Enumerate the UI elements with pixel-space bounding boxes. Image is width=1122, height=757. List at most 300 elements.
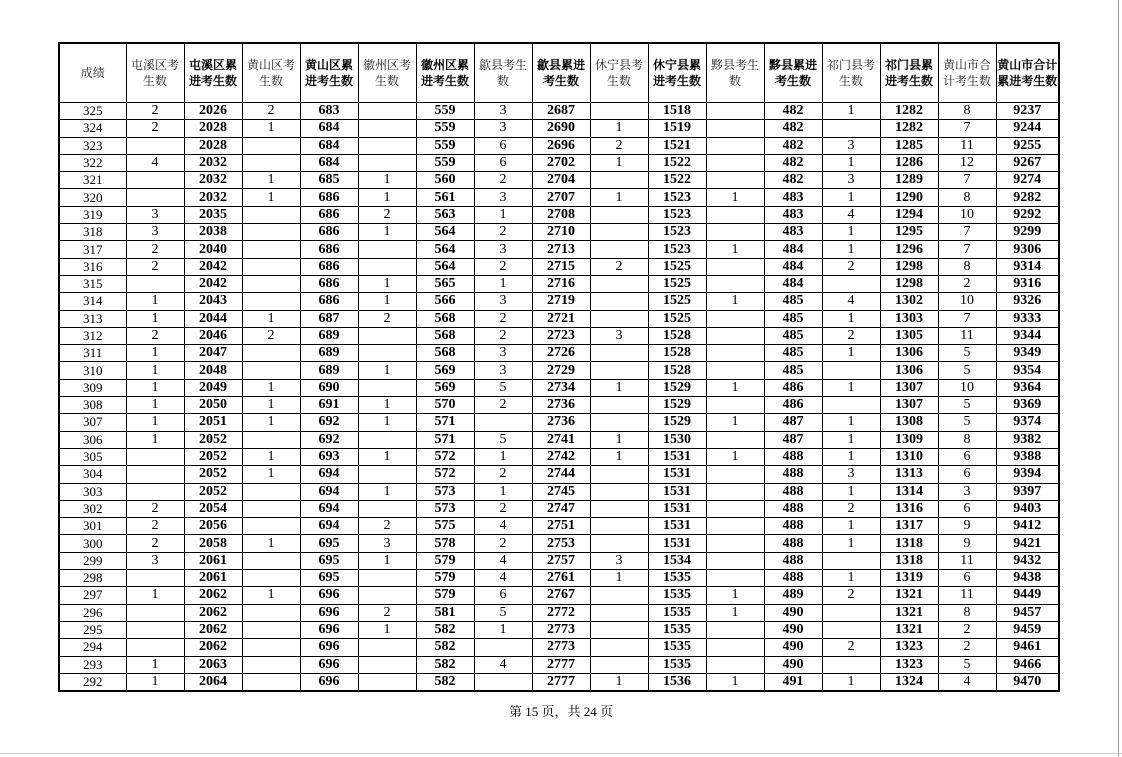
table-cell: 1 xyxy=(822,483,880,500)
table-cell: 2 xyxy=(822,500,880,517)
table-cell xyxy=(242,345,300,362)
table-row xyxy=(59,137,1059,154)
table-cell xyxy=(590,172,648,189)
table-cell: 559 xyxy=(416,137,474,154)
table-cell: 1531 xyxy=(648,448,706,465)
table-cell xyxy=(358,431,416,448)
table-cell: 9397 xyxy=(996,483,1059,500)
table-cell: 3 xyxy=(474,189,532,206)
table-cell: 684 xyxy=(300,137,358,154)
table-cell: 1 xyxy=(590,379,648,396)
table-cell: 485 xyxy=(764,293,822,310)
column-header: 徽州区考生数 xyxy=(358,43,416,103)
table-cell: 1 xyxy=(822,189,880,206)
table-cell: 1318 xyxy=(880,535,938,552)
table-cell: 9292 xyxy=(996,206,1059,223)
table-cell: 686 xyxy=(300,241,358,258)
table-cell: 6 xyxy=(938,448,996,465)
table-cell: 483 xyxy=(764,189,822,206)
table-cell xyxy=(706,639,764,656)
table-cell: 8 xyxy=(938,604,996,621)
table-cell: 2715 xyxy=(532,258,590,275)
table-row xyxy=(59,414,1059,431)
table-row xyxy=(59,673,1059,691)
table-cell: 2777 xyxy=(532,673,590,691)
table-cell: 2753 xyxy=(532,535,590,552)
table-cell xyxy=(590,293,648,310)
table-cell: 4 xyxy=(474,656,532,673)
table-cell: 1 xyxy=(358,397,416,414)
table-cell: 1 xyxy=(822,518,880,535)
table-cell: 1 xyxy=(706,414,764,431)
table-cell xyxy=(126,448,184,465)
table-cell xyxy=(590,535,648,552)
table-cell xyxy=(242,206,300,223)
table-cell: 1302 xyxy=(880,293,938,310)
table-cell: 1 xyxy=(822,103,880,120)
table-cell: 9466 xyxy=(996,656,1059,673)
table-cell: 1531 xyxy=(648,535,706,552)
table-cell: 2742 xyxy=(532,448,590,465)
table-cell xyxy=(126,189,184,206)
table-cell: 695 xyxy=(300,552,358,569)
score-cell: 299 xyxy=(59,552,126,569)
column-header: 黟县累进考生数 xyxy=(764,43,822,103)
table-cell: 485 xyxy=(764,345,822,362)
table-cell xyxy=(242,673,300,691)
table-cell xyxy=(242,604,300,621)
table-cell: 2773 xyxy=(532,621,590,638)
table-cell xyxy=(822,604,880,621)
table-cell: 2 xyxy=(822,587,880,604)
score-cell: 297 xyxy=(59,587,126,604)
table-cell: 2 xyxy=(938,275,996,292)
table-cell xyxy=(706,327,764,344)
score-cell: 320 xyxy=(59,189,126,206)
table-cell: 559 xyxy=(416,103,474,120)
table-cell xyxy=(706,154,764,171)
table-cell: 5 xyxy=(938,397,996,414)
score-cell: 312 xyxy=(59,327,126,344)
table-cell: 489 xyxy=(764,587,822,604)
table-cell: 689 xyxy=(300,345,358,362)
table-cell: 1535 xyxy=(648,570,706,587)
table-cell: 9237 xyxy=(996,103,1059,120)
score-cell: 292 xyxy=(59,673,126,691)
table-cell: 1282 xyxy=(880,120,938,137)
table-cell: 11 xyxy=(938,552,996,569)
table-cell: 2061 xyxy=(184,570,242,587)
table-cell: 9255 xyxy=(996,137,1059,154)
table-cell: 2026 xyxy=(184,103,242,120)
table-cell: 1523 xyxy=(648,241,706,258)
table-cell: 1531 xyxy=(648,518,706,535)
table-cell: 3 xyxy=(474,293,532,310)
table-cell xyxy=(822,552,880,569)
table-cell: 9282 xyxy=(996,189,1059,206)
table-cell: 1 xyxy=(126,673,184,691)
score-cell: 316 xyxy=(59,258,126,275)
table-cell: 1535 xyxy=(648,656,706,673)
table-cell: 2042 xyxy=(184,275,242,292)
table-cell xyxy=(358,639,416,656)
table-cell: 1 xyxy=(126,293,184,310)
table-cell: 1 xyxy=(126,379,184,396)
table-cell: 579 xyxy=(416,552,474,569)
table-cell: 686 xyxy=(300,189,358,206)
table-cell: 2741 xyxy=(532,431,590,448)
table-cell xyxy=(590,397,648,414)
table-cell: 687 xyxy=(300,310,358,327)
table-cell: 1 xyxy=(358,189,416,206)
table-cell: 6 xyxy=(938,570,996,587)
table-cell xyxy=(358,379,416,396)
table-cell: 2773 xyxy=(532,639,590,656)
column-header: 屯溪区累进考生数 xyxy=(184,43,242,103)
table-cell: 5 xyxy=(938,345,996,362)
table-row xyxy=(59,345,1059,362)
table-cell: 689 xyxy=(300,362,358,379)
table-cell: 1528 xyxy=(648,362,706,379)
table-cell: 2767 xyxy=(532,587,590,604)
table-cell: 2042 xyxy=(184,258,242,275)
table-cell: 3 xyxy=(938,483,996,500)
table-cell: 2 xyxy=(126,518,184,535)
table-cell: 1 xyxy=(706,673,764,691)
table-cell: 9 xyxy=(938,518,996,535)
table-cell: 2 xyxy=(474,172,532,189)
column-header: 歙县累进考生数 xyxy=(532,43,590,103)
table-cell: 7 xyxy=(938,241,996,258)
column-header: 黄山市合计累进考生数 xyxy=(996,43,1059,103)
table-cell xyxy=(822,275,880,292)
table-cell: 1282 xyxy=(880,103,938,120)
table-cell: 2054 xyxy=(184,500,242,517)
table-cell: 487 xyxy=(764,414,822,431)
table-cell: 4 xyxy=(474,570,532,587)
table-cell: 1 xyxy=(358,552,416,569)
table-cell: 1 xyxy=(822,448,880,465)
table-cell: 491 xyxy=(764,673,822,691)
table-cell: 487 xyxy=(764,431,822,448)
table-cell xyxy=(358,500,416,517)
column-header: 黄山区考生数 xyxy=(242,43,300,103)
table-cell xyxy=(242,639,300,656)
table-cell: 1 xyxy=(126,587,184,604)
table-row xyxy=(59,189,1059,206)
table-cell: 2 xyxy=(474,397,532,414)
table-cell: 5 xyxy=(474,431,532,448)
table-cell: 575 xyxy=(416,518,474,535)
table-cell xyxy=(126,137,184,154)
table-cell: 2046 xyxy=(184,327,242,344)
table-cell: 1 xyxy=(126,310,184,327)
table-cell: 578 xyxy=(416,535,474,552)
table-cell: 1 xyxy=(706,189,764,206)
table-cell: 1521 xyxy=(648,137,706,154)
column-header: 祁门县考生数 xyxy=(822,43,880,103)
table-cell: 1534 xyxy=(648,552,706,569)
table-cell: 1522 xyxy=(648,154,706,171)
table-cell: 1 xyxy=(242,448,300,465)
table-cell: 569 xyxy=(416,362,474,379)
column-header: 歙县考生数 xyxy=(474,43,532,103)
table-cell xyxy=(590,639,648,656)
table-cell: 1 xyxy=(358,293,416,310)
table-cell: 2747 xyxy=(532,500,590,517)
table-row xyxy=(59,206,1059,223)
table-cell: 3 xyxy=(126,224,184,241)
table-cell: 2 xyxy=(474,500,532,517)
table-cell: 1323 xyxy=(880,656,938,673)
table-cell: 582 xyxy=(416,639,474,656)
table-cell: 2 xyxy=(126,500,184,517)
table-cell: 490 xyxy=(764,621,822,638)
table-cell: 1 xyxy=(358,414,416,431)
table-cell: 1 xyxy=(358,448,416,465)
table-cell: 482 xyxy=(764,154,822,171)
table-cell: 1316 xyxy=(880,500,938,517)
table-cell: 1528 xyxy=(648,345,706,362)
table-cell xyxy=(242,362,300,379)
table-cell: 1529 xyxy=(648,414,706,431)
table-cell xyxy=(706,120,764,137)
table-cell: 9470 xyxy=(996,673,1059,691)
table-cell xyxy=(590,621,648,638)
table-cell: 7 xyxy=(938,172,996,189)
table-row xyxy=(59,258,1059,275)
table-cell: 686 xyxy=(300,206,358,223)
table-cell: 683 xyxy=(300,103,358,120)
table-cell: 1296 xyxy=(880,241,938,258)
table-cell: 1531 xyxy=(648,500,706,517)
table-cell: 572 xyxy=(416,448,474,465)
table-cell: 9364 xyxy=(996,379,1059,396)
table-cell: 1 xyxy=(242,120,300,137)
table-cell: 2 xyxy=(126,258,184,275)
table-cell: 1306 xyxy=(880,345,938,362)
table-cell: 2757 xyxy=(532,552,590,569)
table-cell: 1305 xyxy=(880,327,938,344)
table-cell: 3 xyxy=(474,345,532,362)
table-cell: 2 xyxy=(358,518,416,535)
table-cell: 9374 xyxy=(996,414,1059,431)
table-cell xyxy=(706,310,764,327)
table-cell xyxy=(242,621,300,638)
table-row xyxy=(59,656,1059,673)
table-cell: 2028 xyxy=(184,137,242,154)
table-cell: 1531 xyxy=(648,483,706,500)
table-cell: 2061 xyxy=(184,552,242,569)
score-cell: 293 xyxy=(59,656,126,673)
table-cell: 696 xyxy=(300,587,358,604)
table-cell: 1 xyxy=(242,397,300,414)
table-cell: 1 xyxy=(242,535,300,552)
table-cell xyxy=(242,500,300,517)
table-cell: 1298 xyxy=(880,258,938,275)
table-cell xyxy=(358,466,416,483)
table-cell xyxy=(126,466,184,483)
table-cell: 9306 xyxy=(996,241,1059,258)
table-cell xyxy=(706,621,764,638)
table-cell: 2052 xyxy=(184,448,242,465)
table-cell: 484 xyxy=(764,241,822,258)
table-cell: 3 xyxy=(126,206,184,223)
table-cell: 2035 xyxy=(184,206,242,223)
table-cell: 1528 xyxy=(648,327,706,344)
table-cell: 2 xyxy=(126,327,184,344)
table-row xyxy=(59,483,1059,500)
table-cell: 2062 xyxy=(184,621,242,638)
table-cell: 488 xyxy=(764,466,822,483)
table-cell: 2062 xyxy=(184,604,242,621)
table-cell: 2044 xyxy=(184,310,242,327)
score-cell: 324 xyxy=(59,120,126,137)
table-cell: 568 xyxy=(416,310,474,327)
table-cell: 486 xyxy=(764,397,822,414)
table-cell: 686 xyxy=(300,275,358,292)
table-cell: 1 xyxy=(822,414,880,431)
table-cell: 1 xyxy=(126,656,184,673)
table-cell xyxy=(590,587,648,604)
table-cell: 4 xyxy=(938,673,996,691)
table-cell: 9267 xyxy=(996,154,1059,171)
table-cell: 1525 xyxy=(648,258,706,275)
table-cell: 2 xyxy=(126,241,184,258)
table-cell xyxy=(358,587,416,604)
table-cell: 8 xyxy=(938,189,996,206)
table-cell xyxy=(706,483,764,500)
table-row xyxy=(59,535,1059,552)
table-row xyxy=(59,621,1059,638)
table-cell: 565 xyxy=(416,275,474,292)
table-cell: 9438 xyxy=(996,570,1059,587)
table-cell: 1523 xyxy=(648,206,706,223)
table-cell: 2708 xyxy=(532,206,590,223)
table-cell: 573 xyxy=(416,483,474,500)
score-cell: 322 xyxy=(59,154,126,171)
table-cell xyxy=(706,535,764,552)
table-cell xyxy=(242,154,300,171)
table-cell: 563 xyxy=(416,206,474,223)
table-cell: 1 xyxy=(358,275,416,292)
score-distribution-table xyxy=(58,42,1060,692)
table-cell xyxy=(590,656,648,673)
table-cell xyxy=(706,206,764,223)
table-cell: 2751 xyxy=(532,518,590,535)
table-cell: 2063 xyxy=(184,656,242,673)
table-cell xyxy=(706,552,764,569)
table-cell xyxy=(590,241,648,258)
table-body xyxy=(59,103,1059,692)
table-cell xyxy=(590,518,648,535)
score-cell: 298 xyxy=(59,570,126,587)
table-cell: 3 xyxy=(474,103,532,120)
table-cell: 3 xyxy=(822,466,880,483)
table-cell: 696 xyxy=(300,656,358,673)
table-row xyxy=(59,275,1059,292)
table-cell: 1525 xyxy=(648,275,706,292)
table-cell: 1 xyxy=(590,189,648,206)
table-cell xyxy=(474,414,532,431)
table-row xyxy=(59,604,1059,621)
table-row xyxy=(59,500,1059,517)
table-cell xyxy=(474,639,532,656)
table-cell: 690 xyxy=(300,379,358,396)
table-cell: 689 xyxy=(300,327,358,344)
table-cell xyxy=(242,570,300,587)
table-cell: 2 xyxy=(358,310,416,327)
table-cell: 1295 xyxy=(880,224,938,241)
table-cell xyxy=(822,397,880,414)
table-cell: 1289 xyxy=(880,172,938,189)
table-cell: 483 xyxy=(764,206,822,223)
table-cell: 1 xyxy=(822,535,880,552)
table-cell: 1 xyxy=(822,154,880,171)
score-cell: 301 xyxy=(59,518,126,535)
table-cell: 570 xyxy=(416,397,474,414)
table-cell: 1 xyxy=(242,587,300,604)
table-cell xyxy=(822,362,880,379)
table-cell: 3 xyxy=(474,120,532,137)
table-cell: 1 xyxy=(822,431,880,448)
table-cell: 1314 xyxy=(880,483,938,500)
table-cell: 5 xyxy=(938,414,996,431)
table-cell: 1 xyxy=(358,172,416,189)
table-cell: 2710 xyxy=(532,224,590,241)
table-cell: 2052 xyxy=(184,431,242,448)
table-cell: 1 xyxy=(590,570,648,587)
table-cell: 2028 xyxy=(184,120,242,137)
table-cell: 564 xyxy=(416,241,474,258)
table-cell: 2062 xyxy=(184,587,242,604)
table-cell: 482 xyxy=(764,120,822,137)
table-cell: 1529 xyxy=(648,397,706,414)
table-cell xyxy=(590,310,648,327)
table-cell: 5 xyxy=(938,362,996,379)
table-cell: 2043 xyxy=(184,293,242,310)
viewer-right-edge xyxy=(1118,0,1119,757)
table-cell: 488 xyxy=(764,483,822,500)
table-cell: 1286 xyxy=(880,154,938,171)
table-cell: 1323 xyxy=(880,639,938,656)
table-cell: 2777 xyxy=(532,656,590,673)
table-cell xyxy=(242,241,300,258)
table-cell xyxy=(126,483,184,500)
table-cell xyxy=(590,500,648,517)
table-cell xyxy=(358,120,416,137)
column-header: 黟县考生数 xyxy=(706,43,764,103)
table-cell: 9369 xyxy=(996,397,1059,414)
column-header: 休宁县考生数 xyxy=(590,43,648,103)
table-row xyxy=(59,172,1059,189)
table-cell: 2707 xyxy=(532,189,590,206)
table-cell: 2 xyxy=(474,258,532,275)
table-cell: 1 xyxy=(822,345,880,362)
table-cell: 1321 xyxy=(880,587,938,604)
table-cell: 485 xyxy=(764,362,822,379)
table-cell xyxy=(590,206,648,223)
table-cell: 1 xyxy=(126,431,184,448)
table-cell: 8 xyxy=(938,431,996,448)
table-cell: 1 xyxy=(242,466,300,483)
table-row xyxy=(59,224,1059,241)
table-cell xyxy=(706,570,764,587)
table-cell: 490 xyxy=(764,656,822,673)
table-cell: 1 xyxy=(126,362,184,379)
table-cell: 1308 xyxy=(880,414,938,431)
table-cell: 1523 xyxy=(648,224,706,241)
